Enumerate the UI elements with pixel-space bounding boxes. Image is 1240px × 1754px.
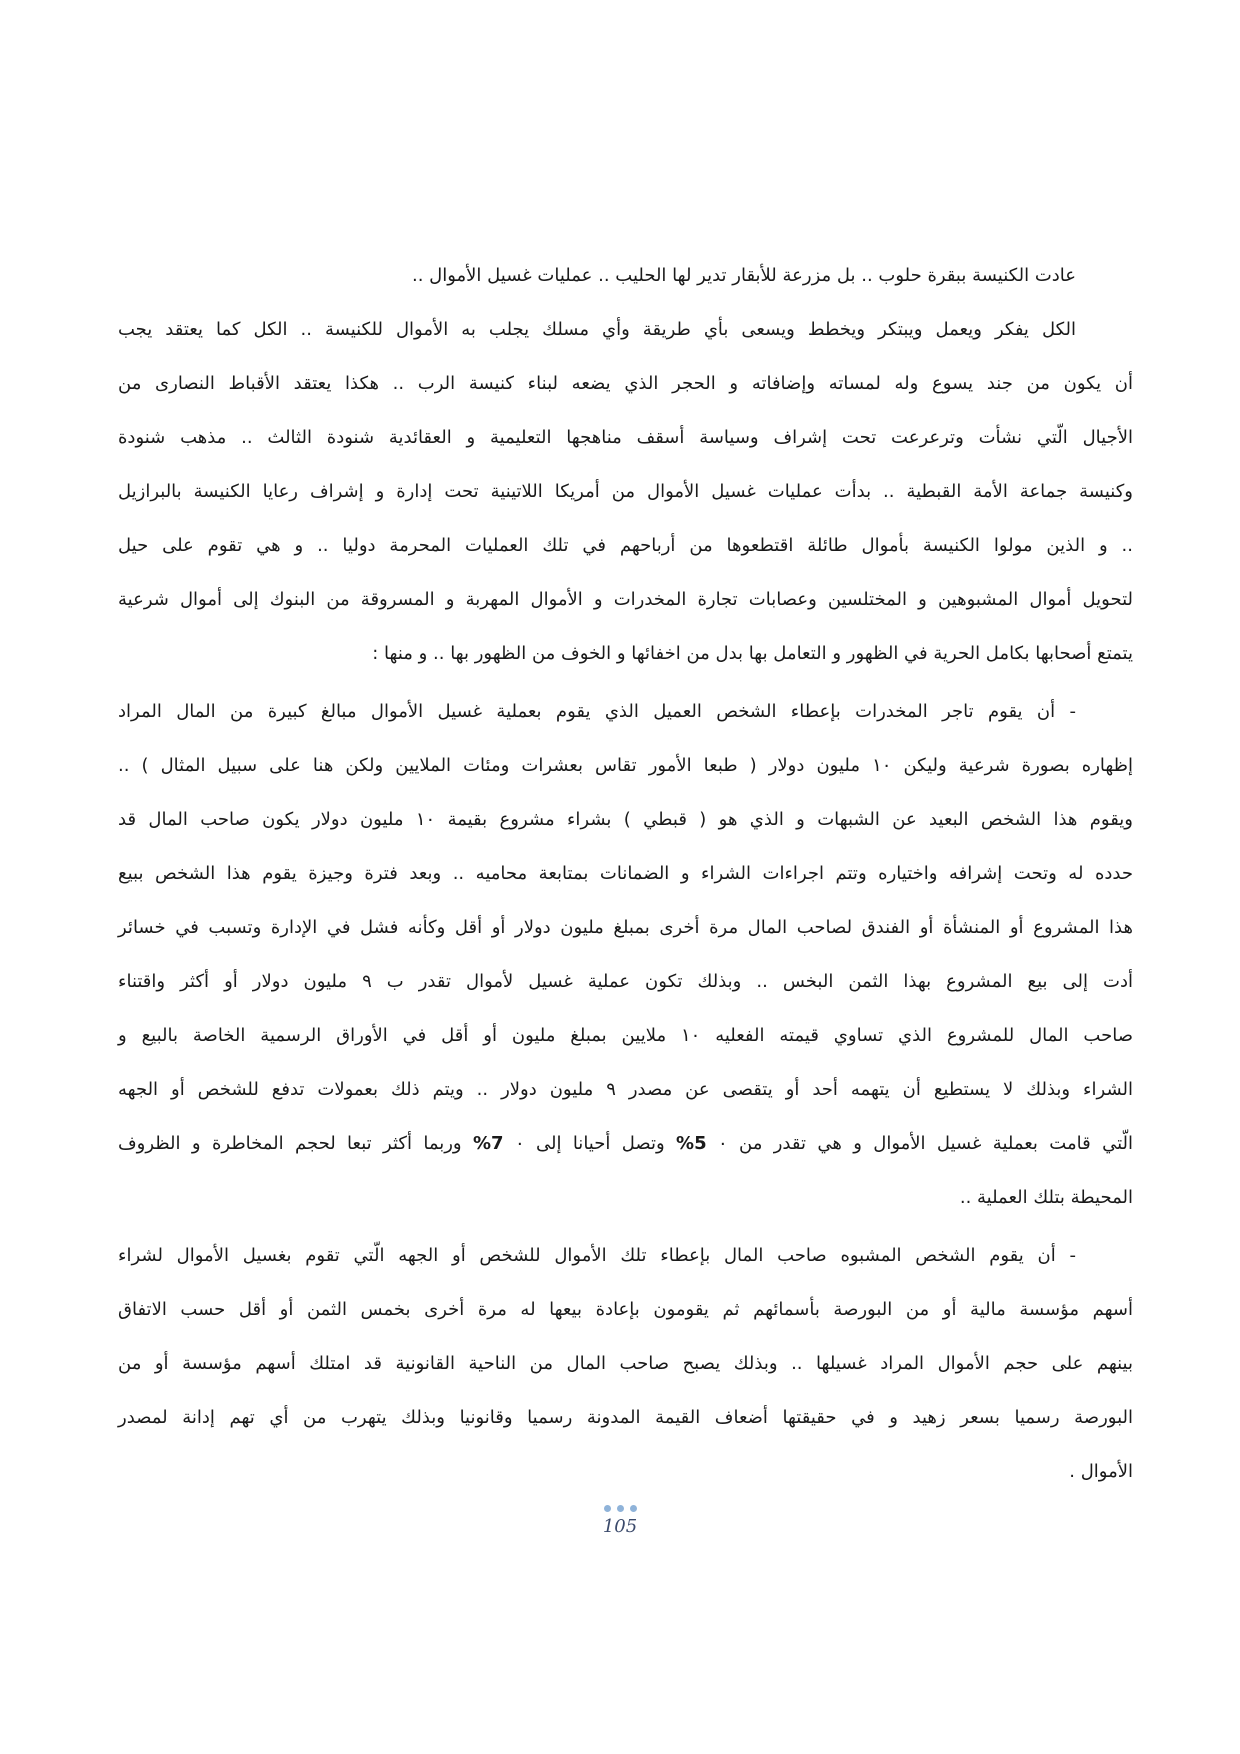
dot-icon	[617, 1505, 624, 1512]
text-line: أسهم مؤسسة مالية أو من البورصة بأسمائهم ثم يقومون بإعادة بيعها له مرة أخرى بخمس الثمن أو أقل حسب الاتفاق	[118, 1299, 1133, 1320]
text-line: - أن يقوم الشخص المشبوه صاحب المال بإعطاء تلك الأموال للشخص أو الجهه الّتي تقوم بغسيل الأموال لشراء	[118, 1245, 1076, 1266]
text-line: وكنيسة جماعة الأمة القبطية .. بدأت عمليات غسيل الأموال من أمريكا اللاتينية تحت إدارة و إشراف رعايا الكنيسة بالبرازيل	[118, 481, 1133, 502]
percent-value: %5	[676, 1133, 707, 1154]
text-line: - أن يقوم تاجر المخدرات بإعطاء الشخص العميل الذي يقوم بعملية غسيل الأموال مبالغ كبيرة من المال المراد	[118, 701, 1076, 722]
text-segment: وربما أكثر تبعا لحجم المخاطرة و الظروف	[118, 1133, 462, 1154]
text-line: ويقوم هذا الشخص البعيد عن الشبهات و الذي هو ( قبطي ) بشراء مشروع بقيمة ١٠ مليون دولار يكون صاحب المال قد	[118, 809, 1134, 830]
text-line: إظهاره بصورة شرعية وليكن ١٠ مليون دولار ( طبعا الأمور تقاس بعشرات ومئات الملايين ولكن هنا على سبيل المثال ) ..	[118, 755, 1134, 776]
dot-icon	[630, 1505, 637, 1512]
text-line: بينهم على حجم الأموال المراد غسيلها .. وبذلك يصبح صاحب المال من الناحية القانونية قد امتلك أسهم مؤسسة أو من	[118, 1353, 1133, 1374]
text-line: الأجيال الّتي نشأت وترعرعت تحت إشراف وسياسة أسقف مناهجها التعليمية و العقائدية شنودة الثالث .. مذهب شنودة	[118, 427, 1133, 448]
page-ornament-dots	[0, 1503, 1240, 1513]
text-line-percentages	[118, 1117, 1133, 1171]
text-line: الكل يفكر ويعمل ويبتكر ويخطط ويسعى بأي طريقة وأي مسلك يجلب به الأموال للكنيسة .. الكل كما يعتقد يجب	[118, 319, 1076, 340]
text-segment: الّتي قامت بعملية غسيل الأموال و هي تقدر من ٠	[717, 1133, 1133, 1154]
text-line: أدت إلى بيع المشروع بهذا الثمن البخس .. وبذلك تكون عملية غسيل لأموال تقدر ب ٩ مليون دولار أو أكثر واقتناء	[118, 971, 1133, 992]
text-line: لتحويل أموال المشبوهين و المختلسين وعصابات تجارة المخدرات و الأموال المهربة و المسروقة من البنوك إلى أموال شرعية	[118, 589, 1133, 610]
page-body-text	[118, 249, 1133, 1499]
text-line: الشراء وبذلك لا يستطيع أن يتهمه أحد أو يتقصى عن مصدر ٩ مليون دولار .. ويتم ذلك بعمولات تدفع للشخص أو الجهه	[118, 1079, 1133, 1100]
text-line: أن يكون من جند يسوع وله لمساته وإضافاته و الحجر الذي يضعه لبناء كنيسة الرب .. هكذا يعتقد الأقباط النصارى من	[118, 373, 1133, 394]
percent-value: %7	[473, 1133, 504, 1154]
text-line: البورصة رسميا بسعر زهيد و في حقيقتها أضعاف القيمة المدونة رسميا وقانونيا وبذلك يتهرب من أي تهم إدانة لمصدر	[118, 1407, 1133, 1428]
page-number: 105	[602, 1516, 638, 1537]
dot-icon	[604, 1505, 611, 1512]
text-line: عادت الكنيسة ببقرة حلوب .. بل مزرعة للأبقار تدير لها الحليب .. عمليات غسيل الأموال ..	[411, 265, 1076, 286]
text-segment: وتصل أحيانا إلى ٠	[514, 1133, 665, 1154]
text-line: الأموال .	[1069, 1461, 1133, 1482]
text-line: يتمتع أصحابها بكامل الحرية في الظهور و التعامل بها بدل من اخفائها و الخوف من الظهور بها .. و منها :	[372, 643, 1133, 664]
text-line: .. و الذين مولوا الكنيسة بأموال طائلة اقتطعوها من أرباحهم في تلك العمليات المحرمة دوليا .. و هي تقوم على حيل	[118, 535, 1133, 556]
text-line: صاحب المال للمشروع الذي تساوي قيمته الفعليه ١٠ ملايين بمبلغ مليون أو أقل في الأوراق الرسمية الخاصة بالبيع و	[118, 1025, 1133, 1046]
text-line: المحيطة بتلك العملية ..	[959, 1187, 1133, 1208]
text-line: هذا المشروع أو المنشأة أو الفندق لصاحب المال مرة أخرى بمبلغ مليون دولار أو أقل وكأنه فشل في الإدارة وتسبب في خسائر	[118, 917, 1133, 938]
text-line: حدده له وتحت إشرافه واختياره وتتم اجراءات الشراء و الضمانات بمتابعة محاميه .. وبعد فترة وجيزة يقوم هذا الشخص ببيع	[118, 863, 1133, 884]
